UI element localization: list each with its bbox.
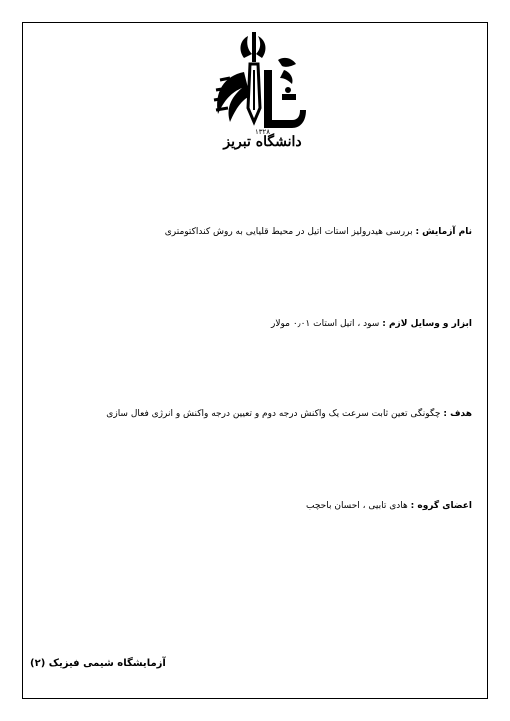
experiment-name-row [165, 227, 472, 237]
logo-year: ۱۳۲۸ [254, 128, 271, 136]
experiment-name-value: بررسی هیدرولیز استات اتیل در محیط قلیایی به روش کنداکتومتری [164, 227, 413, 237]
group-members-row [306, 501, 472, 511]
equipment-value: سود ، اتیل استات ۰٫۰۱ مولار [271, 319, 380, 329]
group-members-value: هادی تابیی ، احسان باحچب [306, 501, 408, 511]
equipment-label: ابزار و وسایل لازم : [382, 319, 472, 329]
lab-name-footer: آزمایشگاه شیمی فیزیک (۲) [30, 658, 166, 669]
goal-label: هدف : [443, 409, 472, 419]
equipment-row [271, 319, 472, 329]
group-members-label: اعضای گروه : [410, 501, 472, 511]
university-logo [200, 30, 325, 155]
experiment-name-label: نام آزمایش : [415, 227, 472, 237]
goal-value: چگونگی تعین ثابت سرعت یک واکنش درجه دوم و تعیین درجه واکنش و انرژی فعال سازی [106, 409, 441, 419]
logo-university-name: دانشگاه تبریز [223, 134, 302, 150]
goal-row [106, 409, 472, 419]
